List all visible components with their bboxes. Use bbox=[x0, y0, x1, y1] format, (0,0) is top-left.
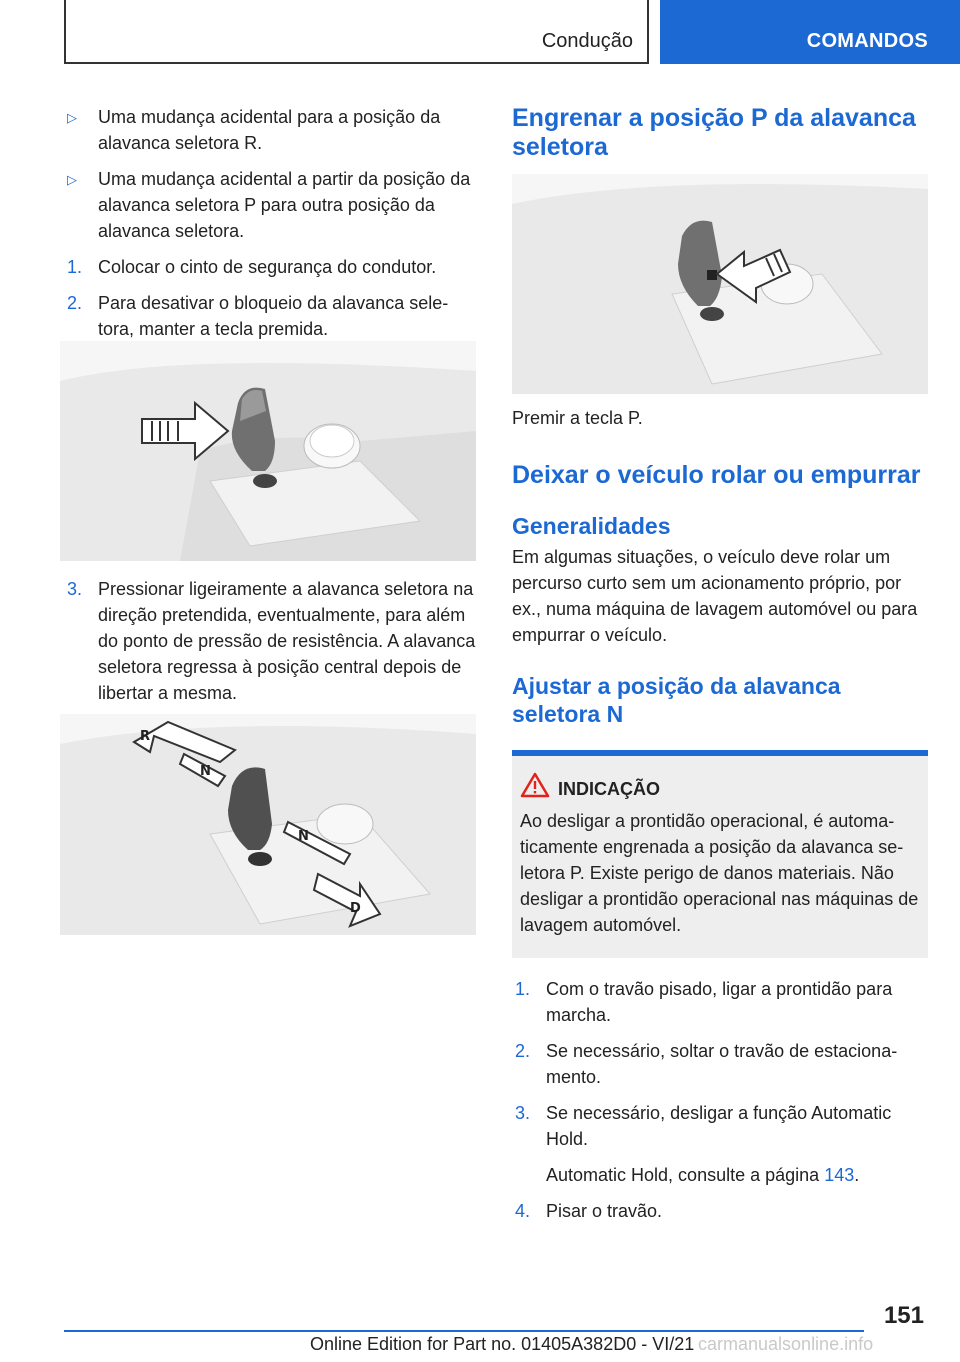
footer-divider bbox=[64, 1330, 864, 1332]
reference-period: . bbox=[854, 1165, 860, 1185]
heading-engage-p: Engrenar a posição P da alavanca seletora bbox=[512, 104, 916, 161]
label-n-top: N bbox=[200, 764, 211, 779]
heading-general: Generalidades bbox=[512, 513, 671, 539]
step-number: 2. bbox=[67, 293, 83, 313]
right-column-body bbox=[512, 405, 928, 1234]
step-text: Para desativar o bloqueio da alavanca sele‐tora, manter a tecla premida. bbox=[98, 293, 449, 339]
step-text: Com o travão pisado, ligar a prontidão para marcha. bbox=[546, 979, 893, 1025]
step-number: 1. bbox=[67, 257, 83, 277]
heading-roll-push: Deixar o veículo rolar ou empurrar bbox=[512, 461, 921, 489]
bullet-text: Uma mudança acidental para a posição da alavanca seletora R. bbox=[98, 107, 441, 153]
caption-press-p: Premir a tecla P. bbox=[512, 408, 643, 428]
bullet-item bbox=[64, 166, 476, 244]
step-number: 3. bbox=[67, 579, 83, 599]
label-d: D bbox=[350, 901, 361, 916]
label-n-bottom: N bbox=[298, 829, 309, 844]
step-text: Pisar o travão. bbox=[546, 1201, 663, 1221]
figure-press-p-button bbox=[512, 174, 928, 394]
figure-lever-positions bbox=[60, 714, 476, 935]
label-r: R bbox=[140, 729, 151, 744]
step-text: Se necessário, soltar o travão de estaciona‐mento. bbox=[546, 1041, 898, 1087]
step-text: Se necessário, desligar a função Automatic Hold. bbox=[546, 1103, 892, 1149]
bullet-item bbox=[64, 104, 476, 156]
note-title bbox=[558, 776, 920, 802]
step-item bbox=[512, 1198, 928, 1224]
step-item bbox=[512, 1038, 928, 1090]
header-section-title: Condução bbox=[541, 30, 633, 52]
note-title-text: INDICAÇÃO bbox=[558, 779, 660, 799]
reference-line bbox=[512, 1162, 928, 1188]
header-chapter-tab[interactable] bbox=[660, 0, 960, 64]
general-text: Em algumas situações, o veículo deve rolar um percurso curto sem um acionamento próprio, por ex., numa máquina de lavagem automóvel ou para empurrar o veículo. bbox=[512, 547, 918, 645]
header-section-box bbox=[64, 0, 649, 64]
step-number: 2. bbox=[515, 1041, 531, 1061]
left-column-lower bbox=[64, 576, 476, 716]
triangle-bullet-icon: ▷ bbox=[67, 110, 77, 125]
step-number: 4. bbox=[515, 1201, 531, 1221]
warning-icon bbox=[520, 772, 550, 798]
figure-lever-unlock bbox=[60, 341, 476, 561]
step-item bbox=[512, 1100, 928, 1152]
step-number: 1. bbox=[515, 979, 531, 999]
reference-text: Automatic Hold, consulte a página bbox=[546, 1165, 820, 1185]
right-column bbox=[512, 104, 928, 162]
step-text: Colocar o cinto de segurança do condutor. bbox=[98, 257, 437, 277]
page-reference-link[interactable]: 143 bbox=[824, 1165, 855, 1185]
triangle-bullet-icon: ▷ bbox=[67, 172, 77, 187]
left-column bbox=[64, 104, 476, 352]
edition-text: Online Edition for Part no. 01405A382D0 - VI/21 bbox=[310, 1334, 695, 1354]
step-item bbox=[64, 290, 476, 342]
bullet-text: Uma mudança acidental a partir da posição da alavanca seletora P para outra posição da alavanca seletora. bbox=[98, 169, 471, 241]
heading-adjust-n: Ajustar a posição da alavanca seletora N bbox=[512, 673, 841, 727]
page-number: 151 bbox=[883, 1302, 924, 1329]
watermark: carmanualsonline.info bbox=[698, 1334, 874, 1354]
step-item bbox=[512, 976, 928, 1028]
note-text: Ao desligar a prontidão operacional, é automa‐ticamente engrenada a posição da alavanca se‐letora P. Existe perigo de danos materiais. Não desligar a prontidão operacional nas máquinas de lavagem automóvel. bbox=[520, 811, 919, 935]
step-number: 3. bbox=[515, 1103, 531, 1123]
step-item bbox=[64, 254, 476, 280]
step-text: Pressionar ligeiramente a alavanca seletora na direção pretendida, eventualmente, para além do ponto de pressão de resistência. A alavanca seletora regressa à posição central depois de libertar a mesma. bbox=[98, 579, 476, 703]
step-item bbox=[64, 576, 476, 706]
note-box bbox=[512, 750, 928, 958]
header-chapter-title: COMANDOS bbox=[806, 30, 928, 52]
